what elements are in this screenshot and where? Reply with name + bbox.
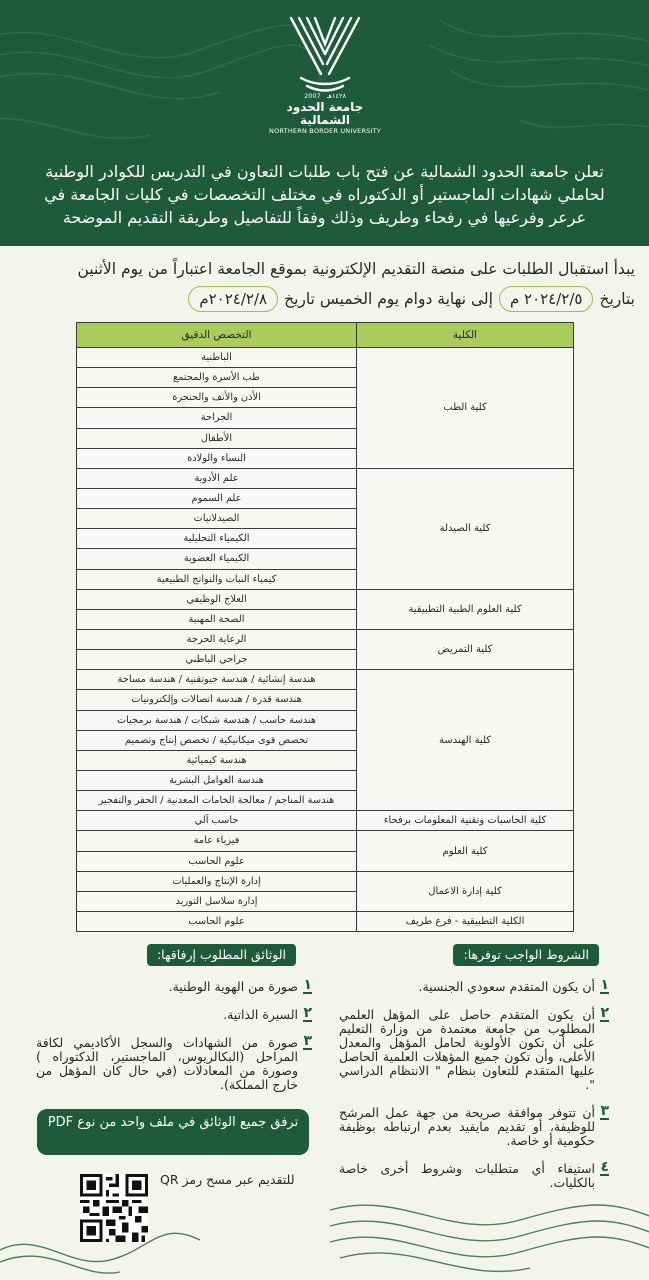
- logo-name-ar: جامعة الحدود الشمالية: [286, 100, 364, 127]
- specialization-cell: هندسة المناجم / معالجة الخامات المعدنية / الحفر والتفجير: [77, 791, 357, 811]
- announcement-line: تعلن جامعة الحدود الشمالية عن فتح باب طلبات التعاون في التدريس للكوادر الوطنية: [45, 162, 604, 181]
- document-text: صورة من الشهادات والسجل الأكاديمي لكافة المراحل (البكالريوس، الماجستير، الدكتوراه ) وصورة من المعادلات (في حال كان المؤهل من خارج المملكة).: [36, 1035, 298, 1092]
- specialization-cell: هندسة قدرة / هندسة اتصالات وإلكترونيات: [77, 690, 357, 710]
- specialization-cell: هندسة العوامل البشرية: [77, 770, 357, 790]
- document-item: [36, 977, 312, 994]
- specialization-cell: علم السموم: [77, 488, 357, 508]
- specializations-table: [76, 322, 574, 932]
- college-cell: كلية الصيدلة: [357, 468, 574, 589]
- specialization-cell: حاسب آلي: [77, 811, 357, 831]
- conditions-section: [339, 944, 609, 1190]
- college-cell: كلية التمريض: [357, 629, 574, 669]
- specialization-cell: كيمياء النبات والنواتج الطبيعية: [77, 569, 357, 589]
- document-text: صورة من الهوية الوطنية.: [168, 979, 298, 994]
- condition-text: أن تتوفر موافقة صريحة من جهة عمل المرشح للوظيفة، أو تقديم مايفيد بعدم ارتباطه بوظيفة حكومية أو خاصة.: [339, 1105, 595, 1148]
- condition-number: ١: [600, 977, 609, 993]
- date-range: [14, 285, 635, 313]
- university-logo: [264, 14, 386, 135]
- condition-text: أن يكون المتقدم سعودي الجنسية.: [418, 979, 595, 994]
- condition-item: [339, 1103, 609, 1148]
- application-period: [14, 255, 635, 313]
- specialization-cell: جراحي الباطني: [77, 650, 357, 670]
- condition-text: استيفاء أي متطلبات وشروط أخرى خاصة بالكليات.: [339, 1161, 595, 1190]
- specialization-cell: الجراحة: [77, 408, 357, 428]
- table-row: [77, 871, 574, 891]
- logo-emblem-icon: [287, 14, 363, 92]
- conditions-title: الشروط الواجب توفرها:: [453, 944, 599, 966]
- specialization-cell: الصيدلانيات: [77, 509, 357, 529]
- document-item: [36, 1005, 312, 1022]
- specialization-cell: هندسة إنشائية / هندسة جيوتقنية / هندسة مساحة: [77, 670, 357, 690]
- document-number: ٣: [303, 1033, 312, 1049]
- condition-number: ٤: [600, 1159, 609, 1175]
- specialization-cell: الكيمياء التحليلية: [77, 529, 357, 549]
- college-cell: كلية إدارة الاعمال: [357, 871, 574, 911]
- specialization-cell: تخصص قوى ميكانيكية / تخصص إنتاج وتصميم: [77, 730, 357, 750]
- college-cell: الكلية التطبيقية - فرع طريف: [357, 911, 574, 931]
- document-number: ٢: [303, 1005, 312, 1021]
- document-number: ١: [303, 977, 312, 993]
- announcement-line: لحاملي شهادات الماجستير أو الدكتوراه في مختلف التخصصات في كليات الجامعة في: [44, 185, 605, 204]
- specialization-cell: هندسة حاسب / هندسة شبكات / هندسة برمجيات: [77, 710, 357, 730]
- specialization-cell: الأطفال: [77, 428, 357, 448]
- table-row: [77, 831, 574, 851]
- specialization-cell: علم الأدوية: [77, 468, 357, 488]
- college-cell: كلية العلوم الطبية التطبيقية: [357, 589, 574, 629]
- start-date: ٢٠٢٤/٢/٥ م: [499, 286, 594, 312]
- header-college: الكلية: [357, 323, 574, 348]
- pdf-note: ترفق جميع الوثائق في ملف واحد من نوع PDF: [37, 1109, 309, 1155]
- documents-title: الوثائق المطلوب إرفاقها:: [147, 944, 296, 966]
- logo-name-en: NORTHERN BORDER UNIVERSITY: [269, 127, 381, 135]
- specialization-cell: العلاج الوظيفي: [77, 589, 357, 609]
- condition-item: [339, 1005, 609, 1092]
- date-prefix: بتاريخ: [599, 290, 635, 308]
- specialization-cell: الصحة المهنية: [77, 609, 357, 629]
- table-row: [77, 670, 574, 690]
- specialization-cell: إدارة الإنتاج والعمليات: [77, 871, 357, 891]
- specialization-cell: علوم الحاسب: [77, 851, 357, 871]
- condition-number: ٣: [600, 1103, 609, 1119]
- logo-year-hijri: ١٤٢٨هـ: [326, 92, 346, 100]
- specialization-cell: الكيمياء العضوية: [77, 549, 357, 569]
- specialization-cell: إدارة سلاسل التوريد: [77, 891, 357, 911]
- header-specialization: التخصص الدقيق: [77, 323, 357, 348]
- intro-line: يبدأ استقبال الطلبات على منصة التقديم الإلكترونية بموقع الجامعة اعتباراً من يوم الأثنين: [77, 260, 635, 278]
- table-row: [77, 911, 574, 931]
- table-row: [77, 811, 574, 831]
- end-date: ٢٠٢٤/٢/٨م: [188, 286, 278, 312]
- announcement-line: عرعر وفرعيها في رفحاء وطريف وذلك وفقاً للتفاصيل وطريقة التقديم الموضحة: [62, 208, 587, 227]
- header-banner: [0, 0, 649, 246]
- logo-year-gregorian: 2007: [304, 92, 321, 100]
- table-row: [77, 348, 574, 368]
- specialization-cell: علوم الحاسب: [77, 911, 357, 931]
- date-middle: إلى نهاية دوام يوم الخميس تاريخ: [284, 290, 493, 308]
- table-header-row: [77, 323, 574, 348]
- college-cell: كلية الحاسبات وتقنية المعلومات برفحاء: [357, 811, 574, 831]
- specialization-cell: فيزياء عامة: [77, 831, 357, 851]
- specialization-cell: الباطنية: [77, 348, 357, 368]
- qr-label: للتقديم عبر مسح رمز QR: [160, 1172, 295, 1187]
- document-text: السيرة الذاتية.: [223, 1007, 298, 1022]
- specialization-cell: طب الأسرة والمجتمع: [77, 368, 357, 388]
- specialization-cell: النساء والولادة: [77, 448, 357, 468]
- document-item: [36, 1033, 312, 1092]
- table-row: [77, 589, 574, 609]
- condition-item: [339, 977, 609, 994]
- specialization-cell: هندسة كيميائية: [77, 750, 357, 770]
- college-cell: كلية الهندسة: [357, 670, 574, 811]
- documents-section: [36, 944, 312, 1092]
- table-row: [77, 468, 574, 488]
- footer-contour-pattern: [0, 1180, 649, 1280]
- condition-number: ٢: [600, 1005, 609, 1021]
- table-row: [77, 629, 574, 649]
- announcement-text: [14, 160, 635, 229]
- condition-text: أن يكون المتقدم حاصل على المؤهل العلمي المطلوب من جامعة معتمدة من وزارة التعليم على أن تكون الأولوية لحامل المؤهل والمعدل الأعلى، وأن تكون جميع المؤهلات العلمية الحاصل عليها المتقدم للتعاون بنظام " الانتظام الدراسي ".: [339, 1007, 595, 1092]
- specialization-cell: الأذن والأنف والحنجرة: [77, 388, 357, 408]
- college-cell: كلية الطب: [357, 348, 574, 469]
- college-cell: كلية العلوم: [357, 831, 574, 871]
- specialization-cell: الرعاية الحرجة: [77, 629, 357, 649]
- logo-years: [264, 92, 386, 100]
